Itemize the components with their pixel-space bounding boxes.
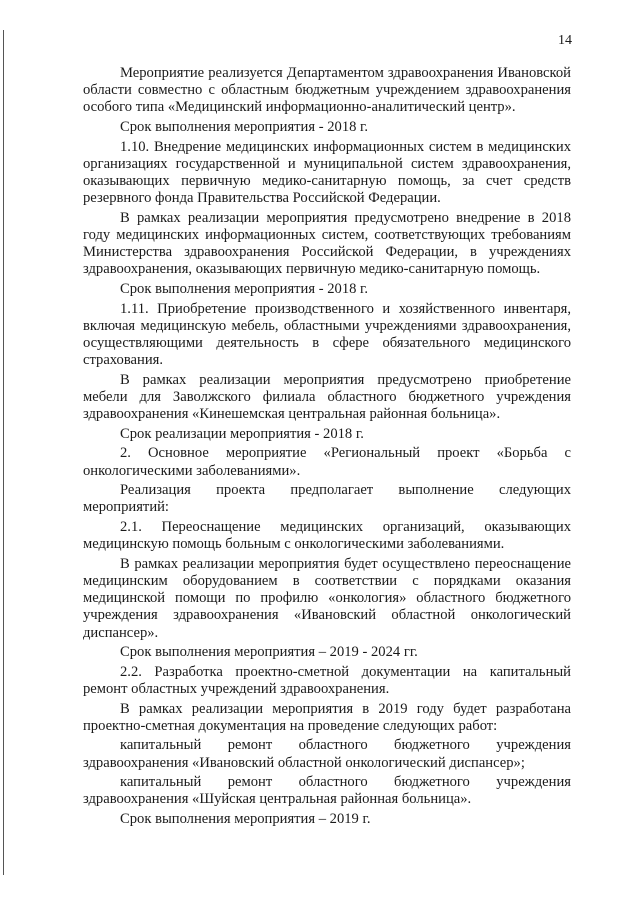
paragraph-deadline: Срок выполнения мероприятия – 2019 г. bbox=[120, 810, 371, 827]
paragraph-organizer: Мероприятие реализуется Департаментом здравоохранения Ивановской области совместно с областным бюджетным учреждением здравоохранения особого типа «Медицинский информационно-аналитический центр». bbox=[83, 65, 571, 116]
paragraph-deadline: Срок выполнения мероприятия – 2019 - 2024 гг. bbox=[120, 644, 418, 661]
paragraph-deadline: Срок выполнения мероприятия - 2018 г. bbox=[120, 281, 369, 297]
paragraph-item-2-1: 2.1. Переоснащение медицинских организаций, оказывающих медицинскую помощь больным с онкологическими заболеваниями. bbox=[83, 518, 571, 553]
paragraph-work-item: капитальный ремонт областного бюджетного учреждения здравоохранения «Ивановский областной онкологический диспансер»; bbox=[83, 737, 571, 771]
paragraph-work-item: капитальный ремонт областного бюджетного учреждения здравоохранения «Шуйская центральная районная больница». bbox=[83, 774, 571, 808]
paragraph-item-2-2: 2.2. Разработка проектно-сметной документации на капитальный ремонт областных учреждений здравоохранения. bbox=[83, 663, 571, 697]
paragraph-intro: Реализация проекта предполагает выполнение следующих мероприятий: bbox=[83, 482, 571, 516]
paragraph-item-1-10: 1.10. Внедрение медицинских информационных систем в медицинских организациях государственной и муниципальной систем здравоохранения, оказывающих первичную медико-санитарную помощь, за счет средств резервного фонда Правительства Российской Федерации. bbox=[83, 138, 571, 207]
paragraph-description: В рамках реализации мероприятия будет осуществлено переоснащение медицинским оборудованием в соответствии с порядками оказания медицинской помощи по профилю «онкология» областного бюджетного учреждения здравоохранения «Ивановский областной онкологический диспансер». bbox=[83, 555, 571, 641]
paragraph-description: В рамках реализации мероприятия в 2019 году будет разработана проектно-сметная документация на проведение следующих работ: bbox=[83, 700, 571, 734]
document-body bbox=[83, 65, 571, 831]
paragraph-item-1-11: 1.11. Приобретение производственного и хозяйственного инвентаря, включая медицинскую мебель, областными учреждениями здравоохранения, осуществляющими деятельность в сфере обязательного медицинского страхования. bbox=[83, 300, 571, 369]
paragraph-description: В рамках реализации мероприятия предусмотрено приобретение мебели для Заволжского филиала областного бюджетного учреждения здравоохранения «Кинешемская центральная районная больница». bbox=[83, 371, 571, 423]
paragraph-deadline: Срок реализации мероприятия - 2018 г. bbox=[120, 425, 364, 442]
paragraph-item-2: 2. Основное мероприятие «Региональный проект «Борьба с онкологическими заболеваниями». bbox=[83, 445, 571, 479]
paragraph-description: В рамках реализации мероприятия предусмотрено внедрение в 2018 году медицинских информационных систем, соответствующих требованиям Министерства здравоохранения Российской Федерации, в учреждениях здравоохранения, оказывающих первичную медико-санитарную помощь. bbox=[83, 209, 571, 278]
scan-edge-line bbox=[3, 30, 4, 875]
paragraph-deadline: Срок выполнения мероприятия - 2018 г. bbox=[120, 119, 369, 135]
page-number: 14 bbox=[558, 33, 572, 48]
